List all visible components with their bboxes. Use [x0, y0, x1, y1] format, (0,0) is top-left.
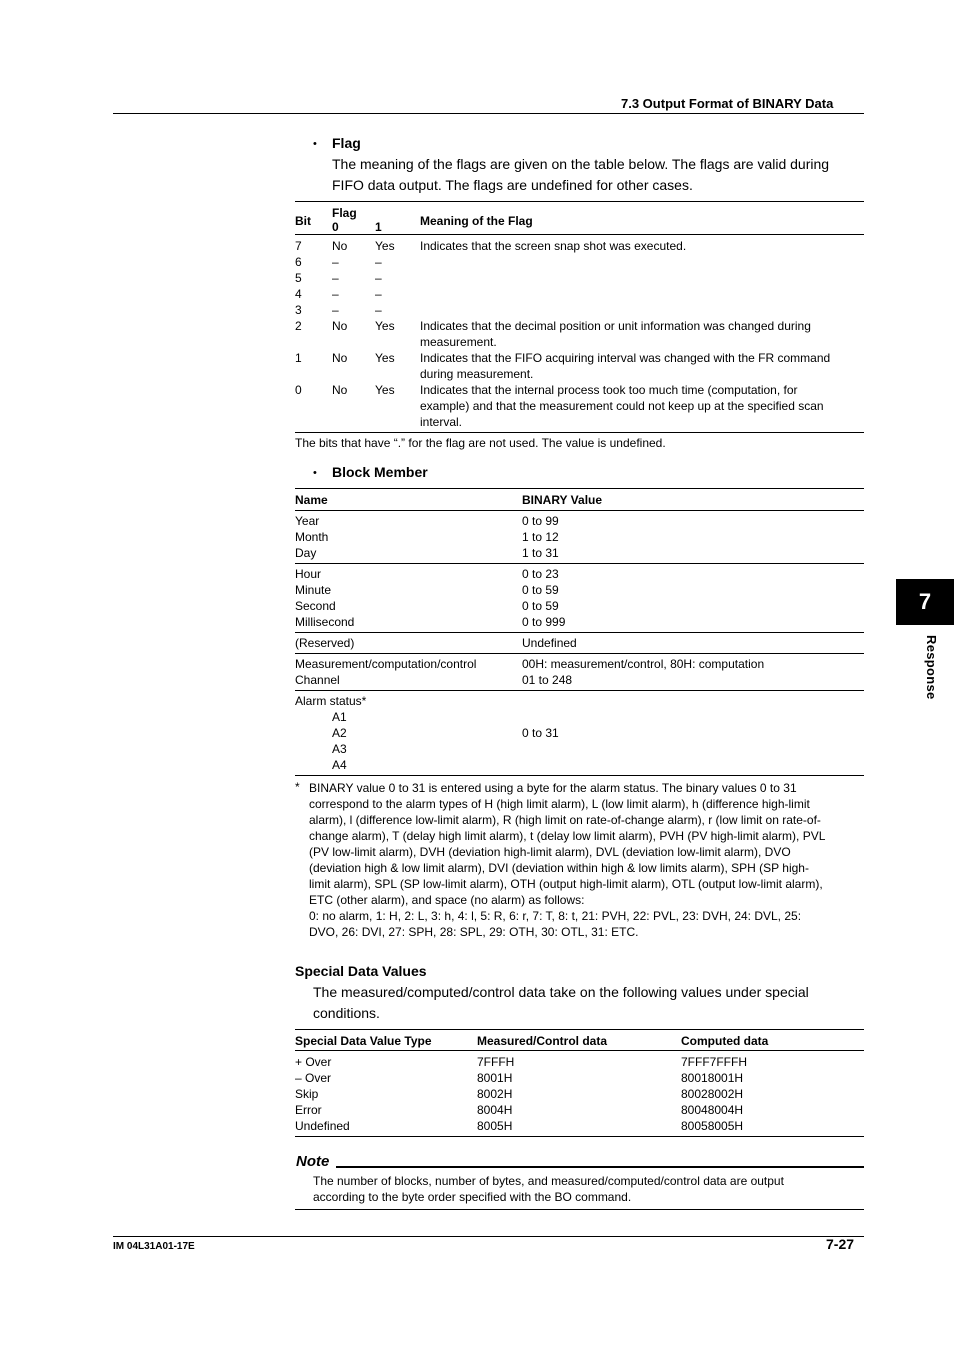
alarm-item: A3 — [332, 742, 347, 756]
chapter-tab-label: Response — [924, 635, 939, 700]
special-para-line1: The measured/computed/control data take on the following values under special — [313, 984, 809, 1000]
block-member-name: Year — [295, 514, 320, 528]
special-row-computed: 80028002H — [681, 1087, 744, 1101]
block-member-name: Month — [295, 530, 329, 544]
block-header-name: Name — [295, 493, 328, 507]
alarm-footnote-line: ETC (other alarm), and space (no alarm) as follows: — [309, 893, 585, 907]
block-table-bottom-rule — [295, 775, 864, 776]
flag-row-meaning: example) and that the measurement could not keep up at the specified scan — [420, 399, 824, 413]
alarm-item: A2 — [332, 726, 347, 740]
flag-row-value-1: Yes — [375, 383, 395, 397]
flag-header-1: 1 — [375, 220, 382, 234]
block-member-value: Undefined — [522, 636, 577, 650]
flag-row-value-1: – — [375, 271, 382, 285]
block-member-value: 0 to 59 — [522, 583, 559, 597]
flag-title: Flag — [332, 135, 361, 151]
special-table-header-rule — [295, 1050, 864, 1051]
flag-row-value-0: No — [332, 239, 348, 253]
alarm-footnote-line: alarm), l (difference low-limit alarm), R (high limit on rate-of-change alarm), r (low limit on rate-of- — [309, 813, 821, 827]
flag-row-value-1: – — [375, 255, 382, 269]
block-member-name: Day — [295, 546, 317, 560]
flag-row-bit: 4 — [295, 287, 302, 301]
flag-row-value-1: Yes — [375, 351, 395, 365]
block-member-name: Second — [295, 599, 336, 613]
flag-row-bit: 3 — [295, 303, 302, 317]
block-group-rule — [295, 690, 864, 691]
flag-row-meaning: interval. — [420, 415, 463, 429]
block-group-rule — [295, 653, 864, 654]
flag-row-meaning: during measurement. — [420, 367, 534, 381]
flag-para-line1: The meaning of the flags are given on the table below. The flags are valid during — [332, 156, 830, 172]
flag-table-header-rule — [295, 234, 864, 235]
block-member-value: 1 to 12 — [522, 530, 559, 544]
special-row-measured: 8001H — [477, 1071, 513, 1085]
header-rule — [113, 113, 864, 114]
flag-row-value-1: Yes — [375, 239, 395, 253]
flag-row-meaning: Indicates that the internal process took too much time (computation, for — [420, 383, 798, 397]
block-member-name: (Reserved) — [295, 636, 355, 650]
special-row-type: – Over — [295, 1071, 332, 1085]
footer-rule — [113, 1236, 864, 1237]
special-header-measured: Measured/Control data — [477, 1034, 608, 1048]
block-member-name: Measurement/computation/control — [295, 657, 477, 671]
special-header-type: Special Data Value Type — [295, 1034, 432, 1048]
flag-row-meaning: Indicates that the screen snap shot was executed. — [420, 239, 687, 253]
footer-doc-id: IM 04L31A01-17E — [113, 1241, 195, 1252]
special-header-computed: Computed data — [681, 1034, 769, 1048]
block-member-value: 0 to 59 — [522, 599, 559, 613]
flag-row-value-0: – — [332, 287, 339, 301]
block-group-rule — [295, 563, 864, 564]
block-table-header-rule — [295, 510, 864, 511]
block-table-top-rule — [295, 488, 864, 489]
flag-row-bit: 5 — [295, 271, 302, 285]
special-row-type: Undefined — [295, 1119, 350, 1133]
special-row-measured: 8002H — [477, 1087, 513, 1101]
flag-row-value-0: No — [332, 383, 348, 397]
special-row-type: + Over — [295, 1055, 332, 1069]
flag-row-value-0: No — [332, 319, 348, 333]
block-member-value: 01 to 248 — [522, 673, 573, 687]
flag-header-meaning: Meaning of the Flag — [420, 214, 533, 228]
special-row-computed: 7FFF7FFFH — [681, 1055, 747, 1069]
block-member-value: 0 to 99 — [522, 514, 559, 528]
note-line1: The number of blocks, number of bytes, and measured/computed/control data are output — [313, 1174, 784, 1188]
flag-row-meaning: measurement. — [420, 335, 497, 349]
alarm-footnote-line: (PV low-limit alarm), DVH (deviation high-limit alarm), DVL (deviation low-limit alarm), DVO — [309, 845, 791, 859]
flag-row-value-0: No — [332, 351, 348, 365]
flag-para-line2: FIFO data output. The flags are undefined for other cases. — [332, 177, 693, 193]
block-member-name: Millisecond — [295, 615, 355, 629]
special-para-line2: conditions. — [313, 1005, 380, 1021]
special-row-measured: 7FFFH — [477, 1055, 515, 1069]
flag-row-bit: 7 — [295, 239, 302, 253]
special-row-computed: 80048004H — [681, 1103, 744, 1117]
special-row-type: Error — [295, 1103, 322, 1117]
alarm-footnote-mark: * — [295, 780, 300, 794]
alarm-footnote-line: change alarm), T (delay high limit alarm), t (delay low limit alarm), PVH (PV high-limit alarm), PVL — [309, 829, 826, 843]
block-group-rule — [295, 632, 864, 633]
flag-bullet: • — [313, 138, 317, 150]
alarm-footnote-line: correspond to the alarm types of H (high limit alarm), L (low limit alarm), h (difference high-limit — [309, 797, 810, 811]
block-header-value: BINARY Value — [522, 493, 603, 507]
footer-page-number: 7-27 — [826, 1236, 855, 1252]
special-table-top-rule — [295, 1029, 864, 1030]
block-member-name: Hour — [295, 567, 322, 581]
flag-table-top-rule — [295, 201, 864, 202]
flag-row-bit: 1 — [295, 351, 302, 365]
flag-header-flag: Flag — [332, 206, 357, 220]
running-header: 7.3 Output Format of BINARY Data — [621, 96, 834, 111]
block-member-name: Channel — [295, 673, 340, 687]
special-row-measured: 8004H — [477, 1103, 513, 1117]
flag-row-value-0: – — [332, 255, 339, 269]
note-line2: according to the byte order specified with the BO command. — [313, 1190, 632, 1204]
alarm-footnote-line: DVO, 26: DVI, 27: SPH, 28: SPL, 29: OTH, 30: OTL, 31: ETC. — [309, 925, 639, 939]
alarm-status-title: Alarm status* — [295, 694, 367, 708]
note-bottom-rule — [295, 1209, 864, 1210]
flag-row-meaning: Indicates that the FIFO acquiring interval was changed with the FR command — [420, 351, 831, 365]
special-table-bottom-rule — [295, 1136, 864, 1137]
alarm-footnote-line: 0: no alarm, 1: H, 2: L, 3: h, 4: l, 5: R, 6: r, 7: T, 8: t, 21: PVH, 22: PVL, 23: DVH, 24: DVL, 25: — [309, 909, 802, 923]
flag-row-value-1: Yes — [375, 319, 395, 333]
flag-header-0: 0 — [332, 220, 339, 234]
note-title: Note — [296, 1153, 330, 1170]
flag-row-value-1: – — [375, 303, 382, 317]
block-bullet: • — [313, 467, 317, 479]
note-title-rule — [336, 1166, 864, 1168]
alarm-item: A4 — [332, 758, 347, 772]
flag-row-bit: 0 — [295, 383, 302, 397]
chapter-tab: 7 — [896, 579, 954, 625]
special-row-type: Skip — [295, 1087, 319, 1101]
block-member-value: 1 to 31 — [522, 546, 559, 560]
alarm-footnote-line: limit alarm), SPL (SP low-limit alarm), OTH (output high-limit alarm), OTL (output low-limit alarm), — [309, 877, 823, 891]
flag-row-meaning: Indicates that the decimal position or unit information was changed during — [420, 319, 811, 333]
flag-table-bottom-rule — [295, 432, 864, 433]
alarm-value: 0 to 31 — [522, 726, 559, 740]
special-row-measured: 8005H — [477, 1119, 513, 1133]
flag-row-value-1: – — [375, 287, 382, 301]
block-member-value: 00H: measurement/control, 80H: computation — [522, 657, 765, 671]
flag-row-value-0: – — [332, 271, 339, 285]
special-row-computed: 80018001H — [681, 1071, 744, 1085]
flag-row-bit: 2 — [295, 319, 302, 333]
block-member-value: 0 to 999 — [522, 615, 566, 629]
block-member-value: 0 to 23 — [522, 567, 559, 581]
block-title: Block Member — [332, 464, 428, 480]
flag-footnote: The bits that have “.” for the flag are not used. The value is undefined. — [295, 436, 666, 450]
flag-row-bit: 6 — [295, 255, 302, 269]
special-row-computed: 80058005H — [681, 1119, 744, 1133]
special-title: Special Data Values — [295, 963, 427, 979]
block-member-name: Minute — [295, 583, 332, 597]
alarm-footnote-line: BINARY value 0 to 31 is entered using a byte for the alarm status. The binary values 0 to 31 — [309, 781, 797, 795]
flag-header-bit: Bit — [295, 214, 311, 228]
flag-row-value-0: – — [332, 303, 339, 317]
alarm-footnote-line: (deviation high & low limit alarm), DVI (deviation within high & low limits alarm), SPH (SP high- — [309, 861, 809, 875]
alarm-item: A1 — [332, 710, 347, 724]
